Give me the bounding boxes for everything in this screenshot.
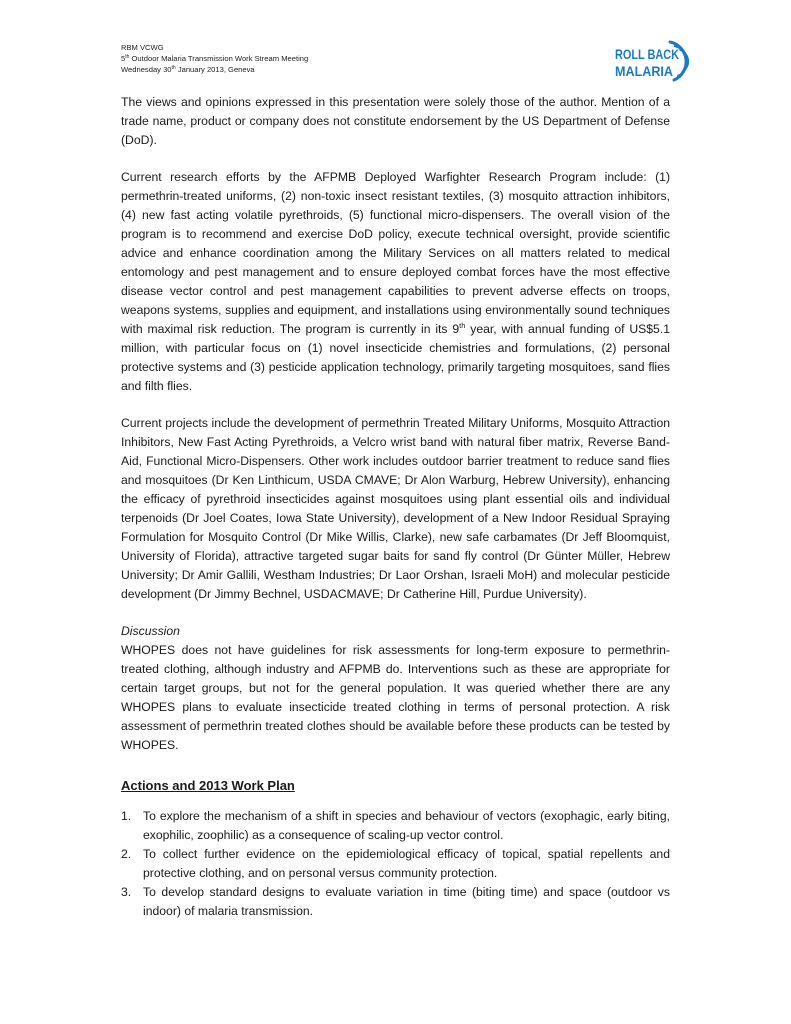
- header-org: RBM VCWG: [121, 43, 164, 52]
- roll-back-malaria-logo: [612, 38, 694, 84]
- actions-list: [121, 807, 670, 921]
- research-paragraph: Current research efforts by the AFPMB Deployed Warfighter Research Program include: (1) permethrin-treated uniforms, (2) non-toxic insect resistant textiles, (3) mosquito attraction inhibitors, (4) new fast acting volatile pyrethroids, (5) functional micro-dispensers. The overall vision of the program is to recommend and exercise DoD policy, execute technical oversight, provide scientific advice and enhance coordination among the Military Services on all matters related to medical entomology and pest management and to ensure deployed combat forces have the most effective disease vector control and pest management capabilities to prevent adverse effects on troops, weapons systems, supplies and equipment, and installations using environmentally sound techniques with maximal risk reduction. The program is currently in its 9th year, with annual funding of US$5.1 million, with particular focus on (1) novel insecticide chemistries and formulations, (2) personal protective systems and (3) pesticide application technology, primarily targeting mosquitoes, sand flies and filth flies.: [121, 170, 671, 393]
- document-body: [121, 93, 670, 921]
- projects-paragraph: Current projects include the development of permethrin Treated Military Uniforms, Mosquito Attraction Inhibitors, New Fast Acting Pyrethroids, a Velcro wrist band with natural fiber matrix, Reverse Band-Aid, Functional Micro-Dispensers. Other work includes outdoor barrier treatment to reduce sand flies and mosquitoes (Dr Ken Linthicum, USDA CMAVE; Dr Alon Warburg, Hebrew University), enhancing the efficacy of pyrethroid insecticides against mosquitoes using plant essential oils and individual terpenoids (Dr Joel Coates, Iowa State University), development of a New Indoor Residual Spraying Formulation for Mosquito Control (Dr Mike Willis, Clarke), new safe carbamates (Dr Jeff Bloomquist, University of Florida), attractive targeted sugar baits for sand fly control (Dr Günter Müller, Hebrew University; Dr Amir Gallili, Westham Industries; Dr Laor Orshan, Israeli MoH) and molecular pesticide development (Dr Jimmy Bechnel, USDACMAVE; Dr Catherine Hill, Purdue University).: [121, 416, 670, 601]
- list-item: 2. To collect further evidence on the epidemiological efficacy of topical, spatial repellents and protective clothing, and on personal versus community protection.: [121, 847, 670, 880]
- page-header: [121, 42, 308, 75]
- list-item: 3. To develop standard designs to evaluate variation in time (biting time) and space (outdoor vs indoor) of malaria transmission.: [121, 885, 670, 918]
- header-date: Wednesday 30th January 2013, Geneva: [121, 65, 255, 74]
- logo-line1: ROLL BACK: [615, 46, 679, 62]
- actions-heading: Actions and 2013 Work Plan: [121, 778, 295, 793]
- list-item: 1. To explore the mechanism of a shift in species and behaviour of vectors (exophagic, early biting, exophilic, zoophilic) as a consequence of scaling-up vector control.: [121, 809, 670, 842]
- discussion-text: WHOPES does not have guidelines for risk assessments for long-term exposure to permethrin-treated clothing, although industry and AFPMB do. Interventions such as these are appropriate for certain target groups, but not for the general population. It was queried whether there are any WHOPES plans to evaluate insecticide treated clothing in terms of personal protection. A risk assessment of permethrin treated clothes should be available before these products can be tested by WHOPES.: [121, 643, 670, 752]
- discussion-label: Discussion: [121, 624, 180, 638]
- logo-line2: MALARIA: [615, 63, 673, 79]
- header-meeting: 5th Outdoor Malaria Transmission Work Stream Meeting: [121, 54, 309, 63]
- disclaimer-paragraph: The views and opinions expressed in this presentation were solely those of the author. Mention of a trade name, product or company does not constitute endorsement by the US Department of Defense (DoD).: [121, 95, 670, 147]
